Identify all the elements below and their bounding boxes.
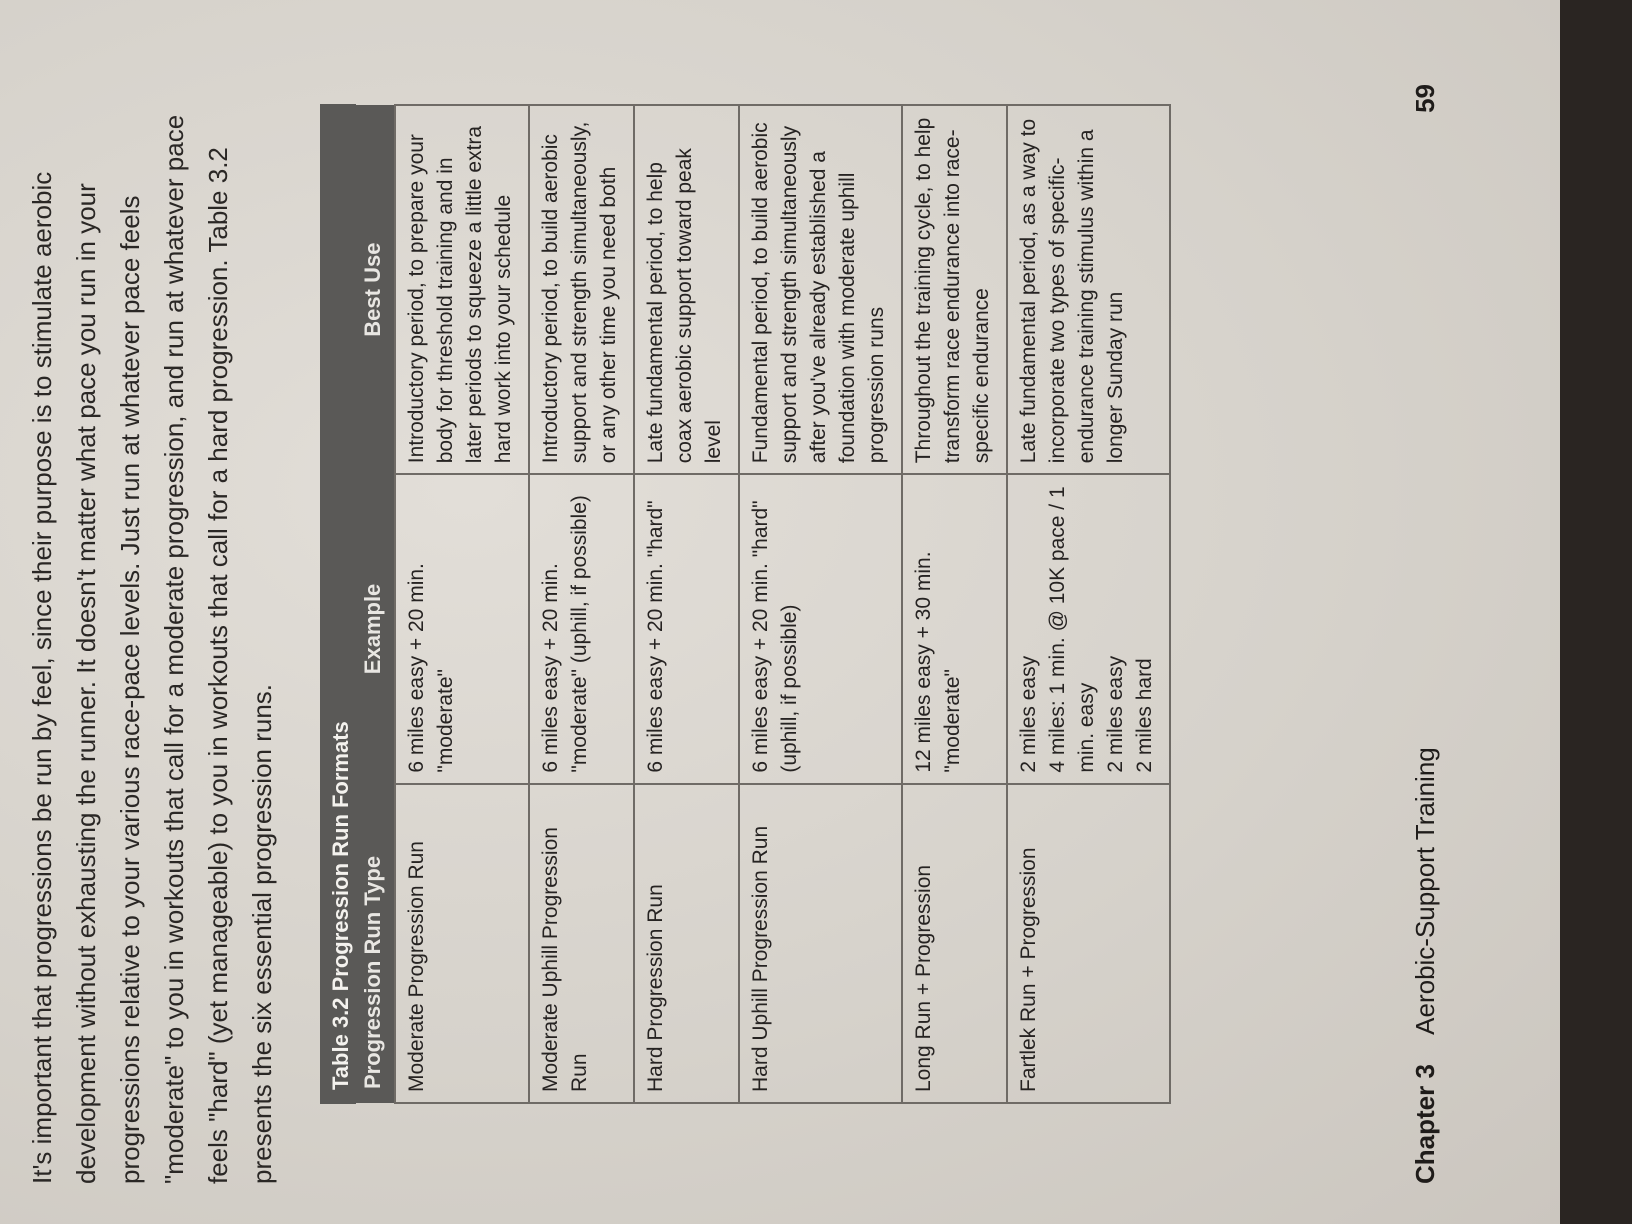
cell-run-type: Hard Progression Run	[634, 784, 739, 1103]
cell-example: 6 miles easy + 20 min. "hard"	[634, 474, 739, 783]
header-example: Example	[356, 474, 395, 783]
body-line: "moderate" to you in workouts that call for a moderate progression, and run at whatever pace	[159, 114, 189, 1184]
chapter-title: Aerobic-Support Training	[1410, 747, 1440, 1035]
example-line: 2 miles hard	[1133, 658, 1156, 773]
table-row	[1007, 105, 1170, 1103]
cell-example: 6 miles easy + 20 min. "moderate"	[395, 474, 529, 783]
cell-example: 6 miles easy + 20 min. "moderate" (uphill, if possible)	[529, 474, 634, 783]
body-line: progressions relative to your various race-pace levels. Just run at whatever pace feels	[115, 195, 145, 1184]
cell-run-type: Moderate Uphill Progression Run	[529, 784, 634, 1103]
cell-best-use: Introductory period, to build aerobic support and strength simultaneously, or any other time you need both	[529, 105, 634, 474]
cell-best-use: Throughout the training cycle, to help transform race endurance into race-specific endurance	[902, 105, 1007, 474]
table-grid	[356, 104, 1171, 1104]
body-line: feels "hard" (yet manageable) to you in workouts that call for a hard progression. Table 3.2	[203, 147, 233, 1184]
header-best-use: Best Use	[356, 105, 395, 474]
chapter-label: Chapter 3	[1410, 1064, 1440, 1184]
cell-run-type: Hard Uphill Progression Run	[739, 784, 902, 1103]
example-line: 4 miles: 1 min. @ 10K pace / 1 min. easy	[1046, 486, 1098, 773]
table-row	[902, 105, 1007, 1103]
cell-run-type: Moderate Progression Run	[395, 784, 529, 1103]
body-line: presents the six essential progression runs.	[247, 683, 277, 1184]
table-row	[634, 105, 739, 1103]
header-run-type: Progression Run Type	[356, 784, 395, 1103]
cell-best-use: Late fundamental period, to help coax aerobic support toward peak level	[634, 105, 739, 474]
table-header-row	[356, 105, 395, 1103]
cell-example	[1007, 474, 1170, 783]
cell-example: 6 miles easy + 20 min. "hard" (uphill, if possible)	[739, 474, 902, 783]
cell-run-type: Long Run + Progression	[902, 784, 1007, 1103]
progression-run-table	[320, 104, 1171, 1104]
table-row	[739, 105, 902, 1103]
table-title: Table 3.2 Progression Run Formats	[320, 104, 356, 1104]
body-line: It's important that progressions be run by feel, since their purpose is to stimulate aerobic	[27, 171, 57, 1184]
body-paragraph	[20, 24, 284, 1184]
cell-run-type: Fartlek Run + Progression	[1007, 784, 1170, 1103]
cell-best-use: Late fundamental period, as a way to incorporate two types of specific-endurance training stimulus within a longer Sunday run	[1007, 105, 1170, 474]
table-row	[529, 105, 634, 1103]
cell-example: 12 miles easy + 30 min. "moderate"	[902, 474, 1007, 783]
page-number: 59	[1410, 84, 1440, 113]
body-line: development without exhausting the runner. It doesn't matter what pace you run in your	[71, 183, 101, 1184]
cell-best-use: Introductory period, to prepare your body for threshold training and in later periods to squeeze a little extra hard work into your schedule	[395, 105, 529, 474]
example-line: 2 miles easy	[1017, 655, 1040, 773]
example-line: 2 miles easy	[1104, 655, 1127, 773]
page-footer	[1410, 24, 1441, 1184]
cell-best-use: Fundamental period, to build aerobic support and strength simultaneously after you've already established a foundation with moderate uphill progression runs	[739, 105, 902, 474]
table-row	[395, 105, 529, 1103]
